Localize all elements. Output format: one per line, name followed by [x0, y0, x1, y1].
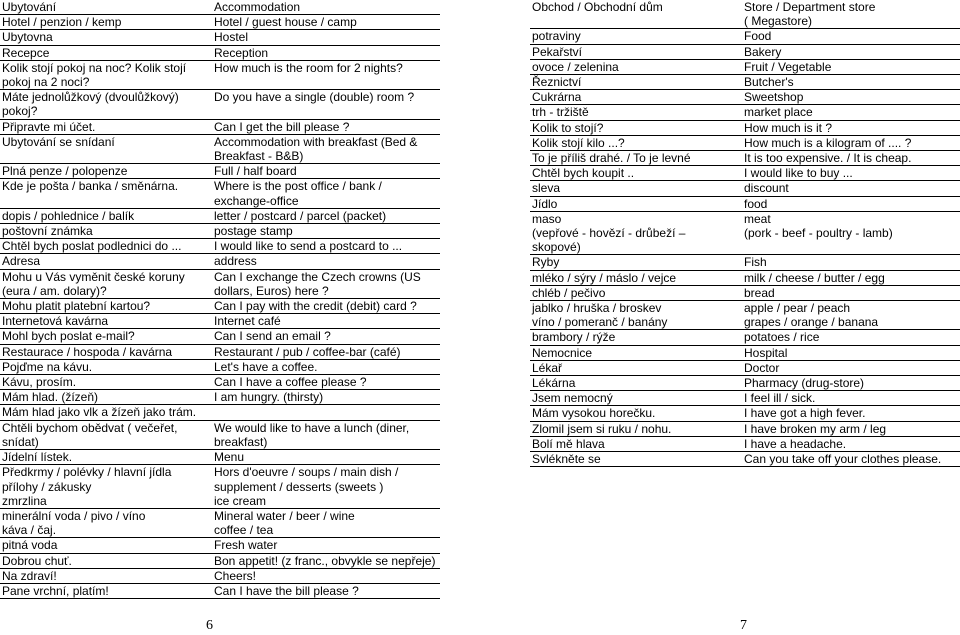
czech-phrase: Zlomil jsem si ruku / nohu. [530, 421, 740, 436]
czech-phrase: Kolik to stojí? [530, 120, 740, 135]
english-phrase: Fish [740, 255, 960, 270]
english-phrase: Can I get the bill please ? [210, 119, 440, 134]
english-phrase: Where is the post office / bank / exchange-office [210, 179, 440, 208]
phrase-row [530, 0, 960, 29]
english-phrase: food [740, 196, 960, 211]
english-phrase: Sweetshop [740, 90, 960, 105]
czech-phrase: mléko / sýry / máslo / vejce [530, 270, 740, 285]
phrase-row [0, 254, 440, 269]
czech-phrase: dopis / pohlednice / balík [0, 208, 210, 223]
english-phrase: Can I have the bill please ? [210, 583, 440, 598]
english-phrase: Reception [210, 45, 440, 60]
czech-phrase: ovoce / zelenina [530, 59, 740, 74]
english-phrase: Store / Department store ( Megastore) [740, 0, 960, 29]
czech-phrase: Chtěli bychom obědvat ( večeřet, snídat) [0, 420, 210, 449]
czech-phrase: Pojďme na kávu. [0, 359, 210, 374]
czech-phrase: Dobrou chuť. [0, 553, 210, 568]
phrase-row [530, 196, 960, 211]
phrase-row [530, 330, 960, 345]
english-phrase: postage stamp [210, 224, 440, 239]
czech-phrase: Pekařství [530, 44, 740, 59]
czech-phrase: Kolik stojí pokoj na noc? Kolik stojí pokoj na 2 noci? [0, 60, 210, 89]
english-phrase: Full / half board [210, 164, 440, 179]
czech-phrase: Jsem nemocný [530, 391, 740, 406]
phrase-row [530, 270, 960, 285]
phrase-row [0, 583, 440, 598]
english-phrase: I have a headache. [740, 436, 960, 451]
czech-phrase: chléb / pečivo [530, 285, 740, 300]
english-phrase: I feel ill / sick. [740, 391, 960, 406]
english-phrase: Hostel [210, 30, 440, 45]
czech-phrase: Mám hlad. (žízeň) [0, 390, 210, 405]
phrase-row [530, 406, 960, 421]
phrase-row [530, 391, 960, 406]
phrase-row [530, 285, 960, 300]
phrase-row [530, 211, 960, 255]
english-phrase: Bakery [740, 44, 960, 59]
english-phrase: Can I send an email ? [210, 329, 440, 344]
english-phrase: Food [740, 29, 960, 44]
english-phrase: How much is the room for 2 nights? [210, 60, 440, 89]
phrase-row [530, 120, 960, 135]
czech-phrase: potraviny [530, 29, 740, 44]
czech-phrase: poštovní známka [0, 224, 210, 239]
english-phrase: I am hungry. (thirsty) [210, 390, 440, 405]
english-phrase: We would like to have a lunch (diner, breakfast) [210, 420, 440, 449]
phrase-row [0, 508, 440, 537]
phrase-row [530, 166, 960, 181]
czech-phrase: Předkrmy / polévky / hlavní jídla přílohy / zákusky zmrzlina [0, 465, 210, 509]
english-phrase: Hospital [740, 345, 960, 360]
english-phrase: Restaurant / pub / coffee-bar (café) [210, 344, 440, 359]
english-phrase: potatoes / rice [740, 330, 960, 345]
phrase-row [0, 45, 440, 60]
phrase-row [530, 105, 960, 120]
english-phrase: milk / cheese / butter / egg [740, 270, 960, 285]
phrase-row [530, 376, 960, 391]
phrase-row [0, 329, 440, 344]
phrase-row [0, 119, 440, 134]
phrase-row [0, 299, 440, 314]
phrase-row [530, 29, 960, 44]
english-phrase: Fruit / Vegetable [740, 59, 960, 74]
czech-phrase: Restaurace / hospoda / kavárna [0, 344, 210, 359]
phrase-row [0, 60, 440, 89]
czech-phrase: Kávu, prosím. [0, 375, 210, 390]
czech-phrase: Jídlo [530, 196, 740, 211]
english-phrase: Can you take off your clothes please. [740, 452, 960, 467]
english-phrase: How much is a kilogram of .... ? [740, 135, 960, 150]
czech-phrase: Ryby [530, 255, 740, 270]
english-phrase [210, 405, 440, 420]
czech-phrase: Na zdraví! [0, 568, 210, 583]
english-phrase: Doctor [740, 360, 960, 375]
english-phrase: Fresh water [210, 538, 440, 553]
english-phrase: Mineral water / beer / wine coffee / tea [210, 508, 440, 537]
czech-phrase: Jídelní lístek. [0, 450, 210, 465]
czech-phrase: Cukrárna [530, 90, 740, 105]
english-phrase: Butcher's [740, 75, 960, 90]
czech-phrase: Mám vysokou horečku. [530, 406, 740, 421]
czech-phrase: Mohl bych poslat e-mail? [0, 329, 210, 344]
english-phrase: Menu [210, 450, 440, 465]
phrase-row [0, 314, 440, 329]
english-phrase: Bon appetit! (z franc., obvykle se nepřeje) [210, 553, 440, 568]
phrase-row [0, 465, 440, 509]
czech-phrase: Svlékněte se [530, 452, 740, 467]
czech-phrase: Mohu platit platební kartou? [0, 299, 210, 314]
phrase-row [0, 0, 440, 15]
czech-phrase: Pane vrchní, platím! [0, 583, 210, 598]
phrase-row [0, 164, 440, 179]
czech-phrase: Plná penze / polopenze [0, 164, 210, 179]
english-phrase: Internet café [210, 314, 440, 329]
right-page [530, 0, 960, 467]
english-phrase: Accommodation with breakfast (Bed & Breakfast - B&B) [210, 134, 440, 163]
czech-phrase: Chtěl bych poslat podlednici do ... [0, 239, 210, 254]
english-phrase: bread [740, 285, 960, 300]
english-phrase: Pharmacy (drug-store) [740, 376, 960, 391]
phrase-row [530, 452, 960, 467]
czech-phrase: Recepce [0, 45, 210, 60]
phrase-row [0, 269, 440, 298]
czech-phrase: Máte jednolůžkový (dvoulůžkový) pokoj? [0, 90, 210, 119]
phrase-row [0, 224, 440, 239]
english-phrase: Can I have a coffee please ? [210, 375, 440, 390]
phrase-row [0, 15, 440, 30]
phrase-row [0, 239, 440, 254]
phrase-row [530, 345, 960, 360]
czech-phrase: Mám hlad jako vlk a žízeň jako trám. [0, 405, 210, 420]
czech-phrase: Mohu u Vás vyměnit české koruny (eura / am. dolary)? [0, 269, 210, 298]
czech-phrase: Obchod / Obchodní dům [530, 0, 740, 29]
english-phrase: It is too expensive. / It is cheap. [740, 151, 960, 166]
left-page [0, 0, 440, 599]
phrase-row [530, 75, 960, 90]
english-phrase: Hors d'oeuvre / soups / main dish / supplement / desserts (sweets ) ice cream [210, 465, 440, 509]
phrase-row [530, 360, 960, 375]
czech-phrase: Kolik stojí kilo ...? [530, 135, 740, 150]
czech-phrase: Nemocnice [530, 345, 740, 360]
phrase-row [0, 405, 440, 420]
czech-phrase: Ubytování [0, 0, 210, 15]
czech-phrase: Internetová kavárna [0, 314, 210, 329]
english-phrase: Accommodation [210, 0, 440, 15]
czech-phrase: Kde je pošta / banka / směnárna. [0, 179, 210, 208]
page-number-left: 6 [206, 618, 213, 633]
english-phrase: Cheers! [210, 568, 440, 583]
phrase-row [530, 90, 960, 105]
phrase-row [0, 90, 440, 119]
czech-phrase: Bolí mě hlava [530, 436, 740, 451]
english-phrase: Hotel / guest house / camp [210, 15, 440, 30]
english-phrase: I have got a high fever. [740, 406, 960, 421]
phrase-row [530, 44, 960, 59]
czech-phrase: brambory / rýže [530, 330, 740, 345]
phrase-row [530, 436, 960, 451]
english-phrase: market place [740, 105, 960, 120]
phrase-row [530, 255, 960, 270]
phrase-row [0, 134, 440, 163]
phrase-row [530, 59, 960, 74]
czech-phrase: Lékař [530, 360, 740, 375]
phrase-row [0, 553, 440, 568]
english-phrase: Can I pay with the credit (debit) card ? [210, 299, 440, 314]
phrase-row [0, 179, 440, 208]
phrase-row [0, 538, 440, 553]
phrase-row [0, 208, 440, 223]
phrase-row [530, 151, 960, 166]
phrase-row [0, 390, 440, 405]
english-phrase: letter / postcard / parcel (packet) [210, 208, 440, 223]
phrase-table-right [530, 0, 960, 467]
czech-phrase: trh - tržiště [530, 105, 740, 120]
czech-phrase: Ubytování se snídaní [0, 134, 210, 163]
english-phrase: apple / pear / peach grapes / orange / banana [740, 301, 960, 330]
czech-phrase: Adresa [0, 254, 210, 269]
phrase-row [0, 359, 440, 374]
phrase-row [530, 301, 960, 330]
english-phrase: How much is it ? [740, 120, 960, 135]
english-phrase: meat (pork - beef - poultry - lamb) [740, 211, 960, 255]
phrase-row [0, 375, 440, 390]
phrase-row [530, 135, 960, 150]
czech-phrase: maso (vepřové - hovězí - drůbeží – skopové) [530, 211, 740, 255]
czech-phrase: Lékárna [530, 376, 740, 391]
phrase-row [0, 30, 440, 45]
english-phrase: Can I exchange the Czech crowns (US dollars, Euros) here ? [210, 269, 440, 298]
english-phrase: discount [740, 181, 960, 196]
page-number-right: 7 [740, 618, 747, 633]
czech-phrase: minerální voda / pivo / víno káva / čaj. [0, 508, 210, 537]
english-phrase: I have broken my arm / leg [740, 421, 960, 436]
english-phrase: I would like to send a postcard to ... [210, 239, 440, 254]
czech-phrase: Připravte mi účet. [0, 119, 210, 134]
czech-phrase: Řeznictví [530, 75, 740, 90]
czech-phrase: sleva [530, 181, 740, 196]
czech-phrase: Hotel / penzion / kemp [0, 15, 210, 30]
czech-phrase: pitná voda [0, 538, 210, 553]
english-phrase: I would like to buy ... [740, 166, 960, 181]
phrase-row [0, 344, 440, 359]
english-phrase: Let's have a coffee. [210, 359, 440, 374]
phrase-table-left [0, 0, 440, 599]
czech-phrase: To je příliš drahé. / To je levné [530, 151, 740, 166]
phrase-row [0, 420, 440, 449]
phrase-row [0, 450, 440, 465]
english-phrase: address [210, 254, 440, 269]
czech-phrase: jablko / hruška / broskev víno / pomeranč / banány [530, 301, 740, 330]
czech-phrase: Ubytovna [0, 30, 210, 45]
english-phrase: Do you have a single (double) room ? [210, 90, 440, 119]
czech-phrase: Chtěl bych koupit .. [530, 166, 740, 181]
phrase-row [530, 181, 960, 196]
phrase-row [0, 568, 440, 583]
phrase-row [530, 421, 960, 436]
